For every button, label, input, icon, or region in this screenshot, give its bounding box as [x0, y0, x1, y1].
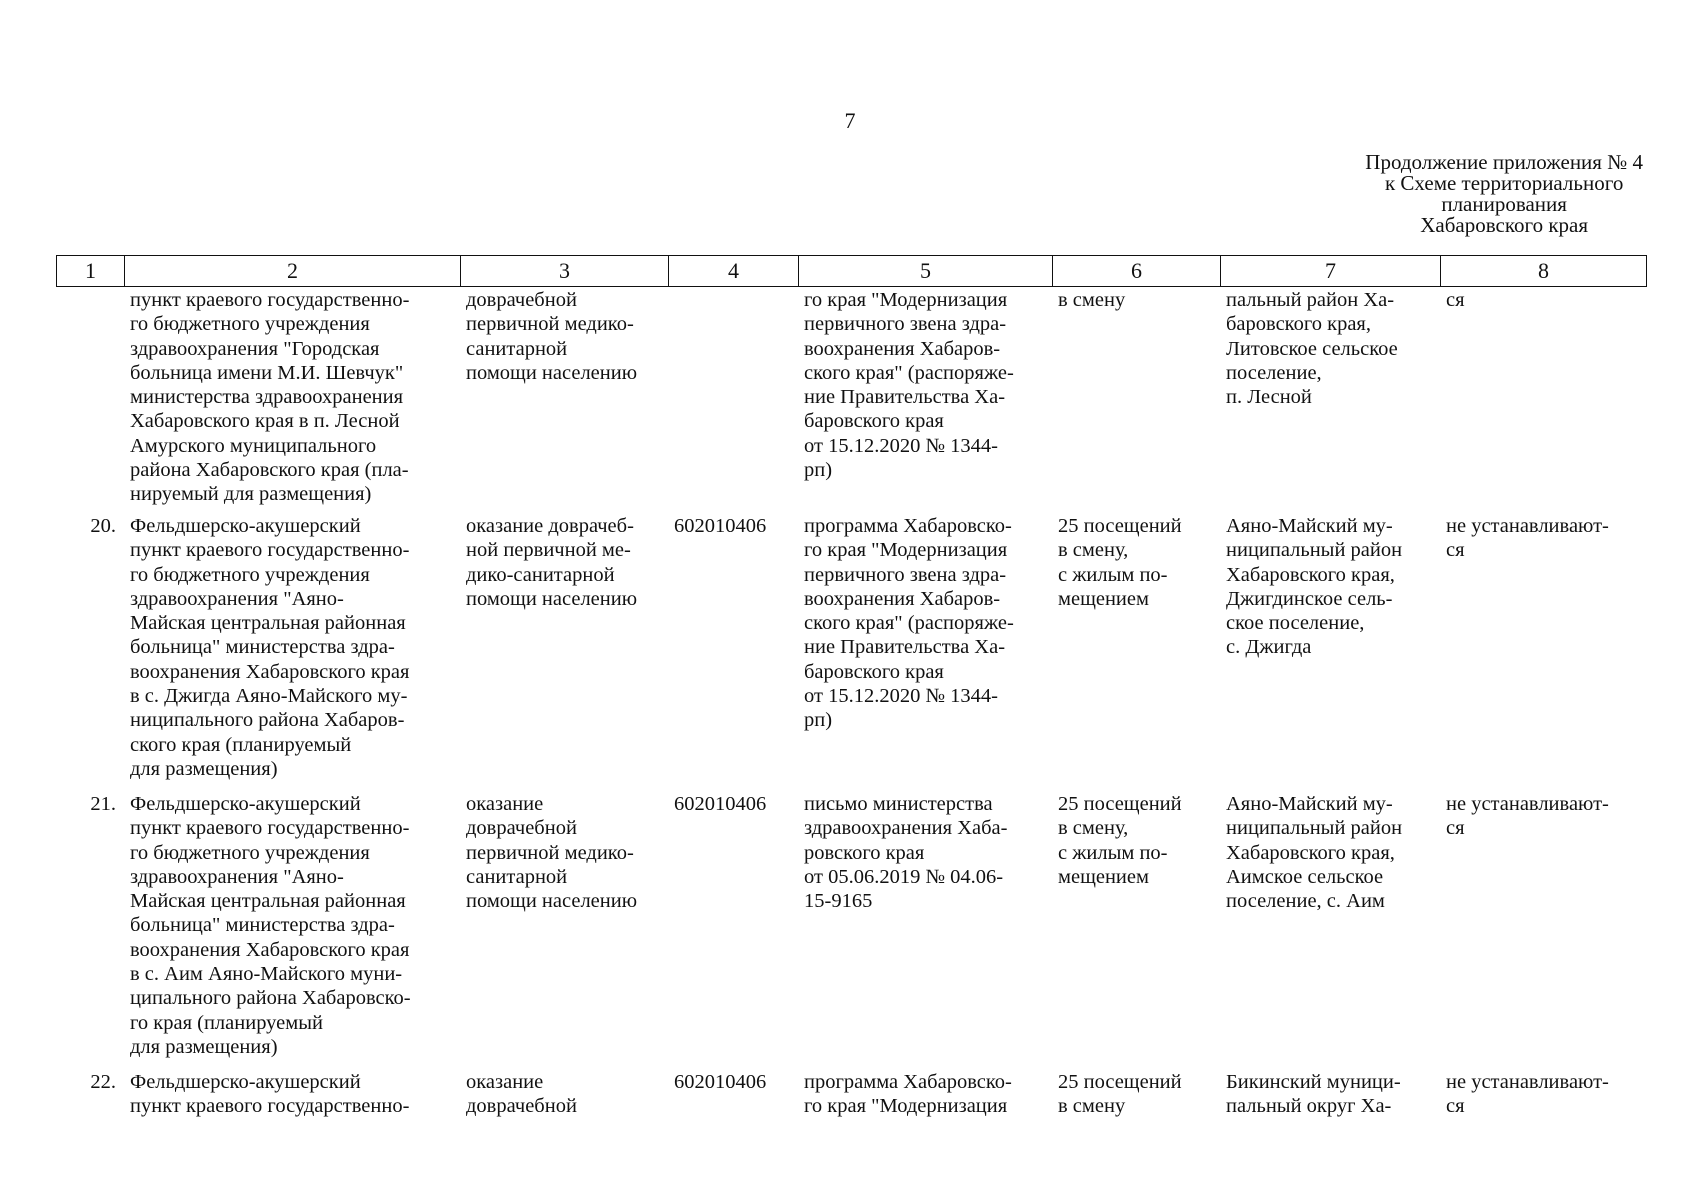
- text-line: от 15.12.2020 № 1344-: [804, 434, 998, 457]
- purpose-cell: [460, 508, 668, 786]
- text-line: Джигдинское сель-: [1226, 587, 1393, 610]
- column-number-cell: 4: [669, 256, 799, 287]
- appendix-heading-line: к Схеме территориального: [1384, 171, 1624, 195]
- text-line: Майская центральная районная: [130, 612, 406, 635]
- text-line: го края "Модернизация: [804, 289, 1008, 311]
- capacity-cell: [1052, 508, 1220, 786]
- text-line: ского края" (распоряже-: [804, 361, 1014, 384]
- text-line: воохранения Хабаров-: [804, 337, 1001, 360]
- text-line: здравоохранения Хаба-: [804, 817, 1008, 840]
- basis-cell: [798, 508, 1052, 786]
- text-line: 15-9165: [804, 890, 873, 913]
- table-row: [56, 508, 1646, 786]
- text-line: поселение,: [1226, 361, 1322, 384]
- text-line: ское поселение,: [1226, 612, 1365, 635]
- text-line: в смену,: [1058, 539, 1129, 562]
- facility-name-cell: [124, 786, 460, 1064]
- text-line: ние Правительства Ха-: [804, 386, 1006, 409]
- capacity-cell: [1052, 288, 1220, 508]
- text-line: го края "Модернизация: [804, 1095, 1008, 1118]
- text-line: Фельдшерско-акушерский: [130, 515, 361, 537]
- text-line: района Хабаровского края (пла-: [130, 459, 409, 482]
- text-line: пальный округ Ха-: [1226, 1095, 1392, 1118]
- column-number-cell: 2: [125, 256, 461, 287]
- text-line: Аимское сельское: [1226, 865, 1384, 888]
- table-row: [56, 288, 1646, 508]
- text-line: пункт краевого государственно-: [130, 817, 410, 840]
- text-line: Фельдшерско-акушерский: [130, 1071, 361, 1093]
- text-line: программа Хабаровско-: [804, 1071, 1012, 1093]
- facility-name-cell: [124, 1064, 460, 1119]
- appendix-heading: [1365, 152, 1643, 236]
- text-line: больница" министерства здра-: [130, 914, 395, 937]
- column-number-cell: 8: [1441, 256, 1647, 287]
- text-line: поселение, с. Аим: [1226, 890, 1385, 913]
- text-line: ся: [1446, 817, 1465, 840]
- text-line: в с. Аим Аяно-Майского муни-: [130, 963, 403, 986]
- capacity-cell: [1052, 786, 1220, 1064]
- text-line: 25 посещений: [1058, 793, 1182, 815]
- text-line: го бюджетного учреждения: [130, 313, 370, 336]
- text-line: го края "Модернизация: [804, 539, 1008, 562]
- zone-cell: [1440, 508, 1646, 786]
- text-line: первичной медико-: [466, 313, 634, 336]
- text-line: Литовское сельское: [1226, 337, 1398, 360]
- table-row: [56, 786, 1646, 1064]
- text-line: оказание: [466, 1071, 544, 1093]
- table-row: [56, 1064, 1646, 1119]
- text-line: ся: [1446, 539, 1465, 562]
- text-line: Хабаровского края в п. Лесной: [130, 410, 400, 433]
- text-line: пальный район Ха-: [1226, 289, 1395, 311]
- text-line: Амурского муниципального: [130, 434, 377, 457]
- row-number-cell: 22.: [90, 1071, 116, 1093]
- text-line: воохранения Хабаров-: [804, 587, 1001, 610]
- text-line: не устанавливают-: [1446, 1071, 1609, 1093]
- text-line: санитарной: [466, 337, 568, 360]
- text-line: министерства здравоохранения: [130, 386, 404, 409]
- basis-cell: [798, 288, 1052, 508]
- text-line: в с. Джигда Аяно-Майского му-: [130, 685, 408, 708]
- text-line: Аяно-Майский му-: [1226, 793, 1393, 815]
- text-line: пункт краевого государственно-: [130, 1095, 410, 1118]
- text-line: воохранения Хабаровского края: [130, 938, 410, 961]
- text-line: с жилым по-: [1058, 841, 1168, 864]
- text-line: доврачебной: [466, 817, 577, 840]
- text-line: 25 посещений: [1058, 515, 1182, 537]
- text-line: пункт краевого государственно-: [130, 289, 410, 311]
- text-line: п. Лесной: [1226, 386, 1312, 409]
- text-line: здравоохранения "Аяно-: [130, 587, 344, 610]
- column-number-cell: 5: [799, 256, 1053, 287]
- row-number-cell: 20.: [90, 515, 116, 537]
- text-line: здравоохранения "Городская: [130, 337, 380, 360]
- location-cell: [1220, 1064, 1440, 1119]
- text-line: здравоохранения "Аяно-: [130, 865, 344, 888]
- capacity-cell: [1052, 1064, 1220, 1119]
- text-line: помощи населению: [466, 361, 638, 384]
- basis-cell: [798, 1064, 1052, 1119]
- code-cell: 602010406: [674, 515, 767, 537]
- text-line: с жилым по-: [1058, 563, 1168, 586]
- text-line: помощи населению: [466, 890, 638, 913]
- text-line: Хабаровского края,: [1226, 841, 1395, 864]
- purpose-cell: [460, 786, 668, 1064]
- appendix-heading-line: Хабаровского края: [1420, 213, 1589, 237]
- location-cell: [1220, 288, 1440, 508]
- text-line: от 05.06.2019 № 04.06-: [804, 865, 1004, 888]
- column-number-header: [56, 255, 1647, 287]
- code-cell: [668, 288, 798, 508]
- text-line: Аяно-Майский му-: [1226, 515, 1393, 537]
- text-line: рп): [804, 709, 833, 732]
- text-line: ся: [1446, 1095, 1465, 1118]
- text-line: пункт краевого государственно-: [130, 539, 410, 562]
- text-line: го края (планируемый: [130, 1011, 323, 1034]
- zone-cell: [1440, 288, 1646, 508]
- text-line: го бюджетного учреждения: [130, 563, 370, 586]
- text-line: дико-санитарной: [466, 563, 615, 586]
- text-line: мещением: [1058, 865, 1149, 888]
- appendix-heading-line: Продолжение приложения № 4: [1365, 150, 1643, 174]
- text-line: ной первичной ме-: [466, 539, 631, 562]
- facility-name-cell: [124, 508, 460, 786]
- text-line: ского края" (распоряже-: [804, 612, 1014, 635]
- text-line: первичного звена здра-: [804, 563, 1007, 586]
- text-line: оказание доврачеб-: [466, 515, 634, 537]
- text-line: от 15.12.2020 № 1344-: [804, 685, 998, 708]
- text-line: письмо министерства: [804, 793, 993, 815]
- text-line: ского края (планируемый: [130, 733, 352, 756]
- zone-cell: [1440, 1064, 1646, 1119]
- text-line: ся: [1446, 289, 1465, 311]
- location-cell: [1220, 508, 1440, 786]
- text-line: доврачебной: [466, 1095, 577, 1118]
- text-line: баровского края,: [1226, 313, 1371, 336]
- text-line: Фельдшерско-акушерский: [130, 793, 361, 815]
- text-line: ниципальный район: [1226, 817, 1403, 840]
- purpose-cell: [460, 288, 668, 508]
- text-line: Майская центральная районная: [130, 890, 406, 913]
- text-line: не устанавливают-: [1446, 793, 1609, 815]
- row-number-cell: 21.: [90, 793, 116, 815]
- text-line: помощи населению: [466, 587, 638, 610]
- page-number: 7: [844, 108, 856, 133]
- text-line: ровского края: [804, 841, 925, 864]
- facility-name-cell: [124, 288, 460, 508]
- location-cell: [1220, 786, 1440, 1064]
- text-line: для размещения): [130, 1035, 278, 1058]
- text-line: с. Джигда: [1226, 636, 1312, 659]
- facilities-table: [56, 288, 1646, 1119]
- text-line: первичной медико-: [466, 841, 634, 864]
- basis-cell: [798, 786, 1052, 1064]
- appendix-heading-line: планирования: [1441, 192, 1567, 216]
- row-number-cell: [56, 288, 124, 508]
- text-line: ние Правительства Ха-: [804, 636, 1006, 659]
- text-line: ципального района Хабаровско-: [130, 987, 411, 1010]
- text-line: нируемый для размещения): [130, 483, 372, 506]
- code-cell: 602010406: [674, 793, 767, 815]
- code-cell: 602010406: [674, 1071, 767, 1093]
- zone-cell: [1440, 786, 1646, 1064]
- text-line: санитарной: [466, 865, 568, 888]
- text-line: Хабаровского края,: [1226, 563, 1395, 586]
- text-line: больница" министерства здра-: [130, 636, 395, 659]
- text-line: ниципальный район: [1226, 539, 1403, 562]
- text-line: 25 посещений: [1058, 1071, 1182, 1093]
- text-line: воохранения Хабаровского края: [130, 660, 410, 683]
- text-line: не устанавливают-: [1446, 515, 1609, 537]
- text-line: в смену: [1058, 289, 1126, 311]
- text-line: доврачебной: [466, 289, 577, 311]
- text-line: баровского края: [804, 410, 944, 433]
- column-number-cell: 3: [461, 256, 669, 287]
- text-line: программа Хабаровско-: [804, 515, 1012, 537]
- text-line: оказание: [466, 793, 544, 815]
- column-number-cell: 7: [1221, 256, 1441, 287]
- text-line: Бикинский муници-: [1226, 1071, 1401, 1093]
- text-line: рп): [804, 459, 833, 482]
- text-line: в смену: [1058, 1095, 1126, 1118]
- text-line: в смену,: [1058, 817, 1129, 840]
- text-line: го бюджетного учреждения: [130, 841, 370, 864]
- text-line: мещением: [1058, 587, 1149, 610]
- text-line: больница имени М.И. Шевчук": [130, 361, 404, 384]
- purpose-cell: [460, 1064, 668, 1119]
- column-number-cell: 6: [1053, 256, 1221, 287]
- column-number-cell: 1: [57, 256, 125, 287]
- text-line: первичного звена здра-: [804, 313, 1007, 336]
- text-line: баровского края: [804, 660, 944, 683]
- header-row: [57, 256, 1647, 287]
- text-line: для размещения): [130, 757, 278, 780]
- text-line: ниципального района Хабаров-: [130, 709, 405, 732]
